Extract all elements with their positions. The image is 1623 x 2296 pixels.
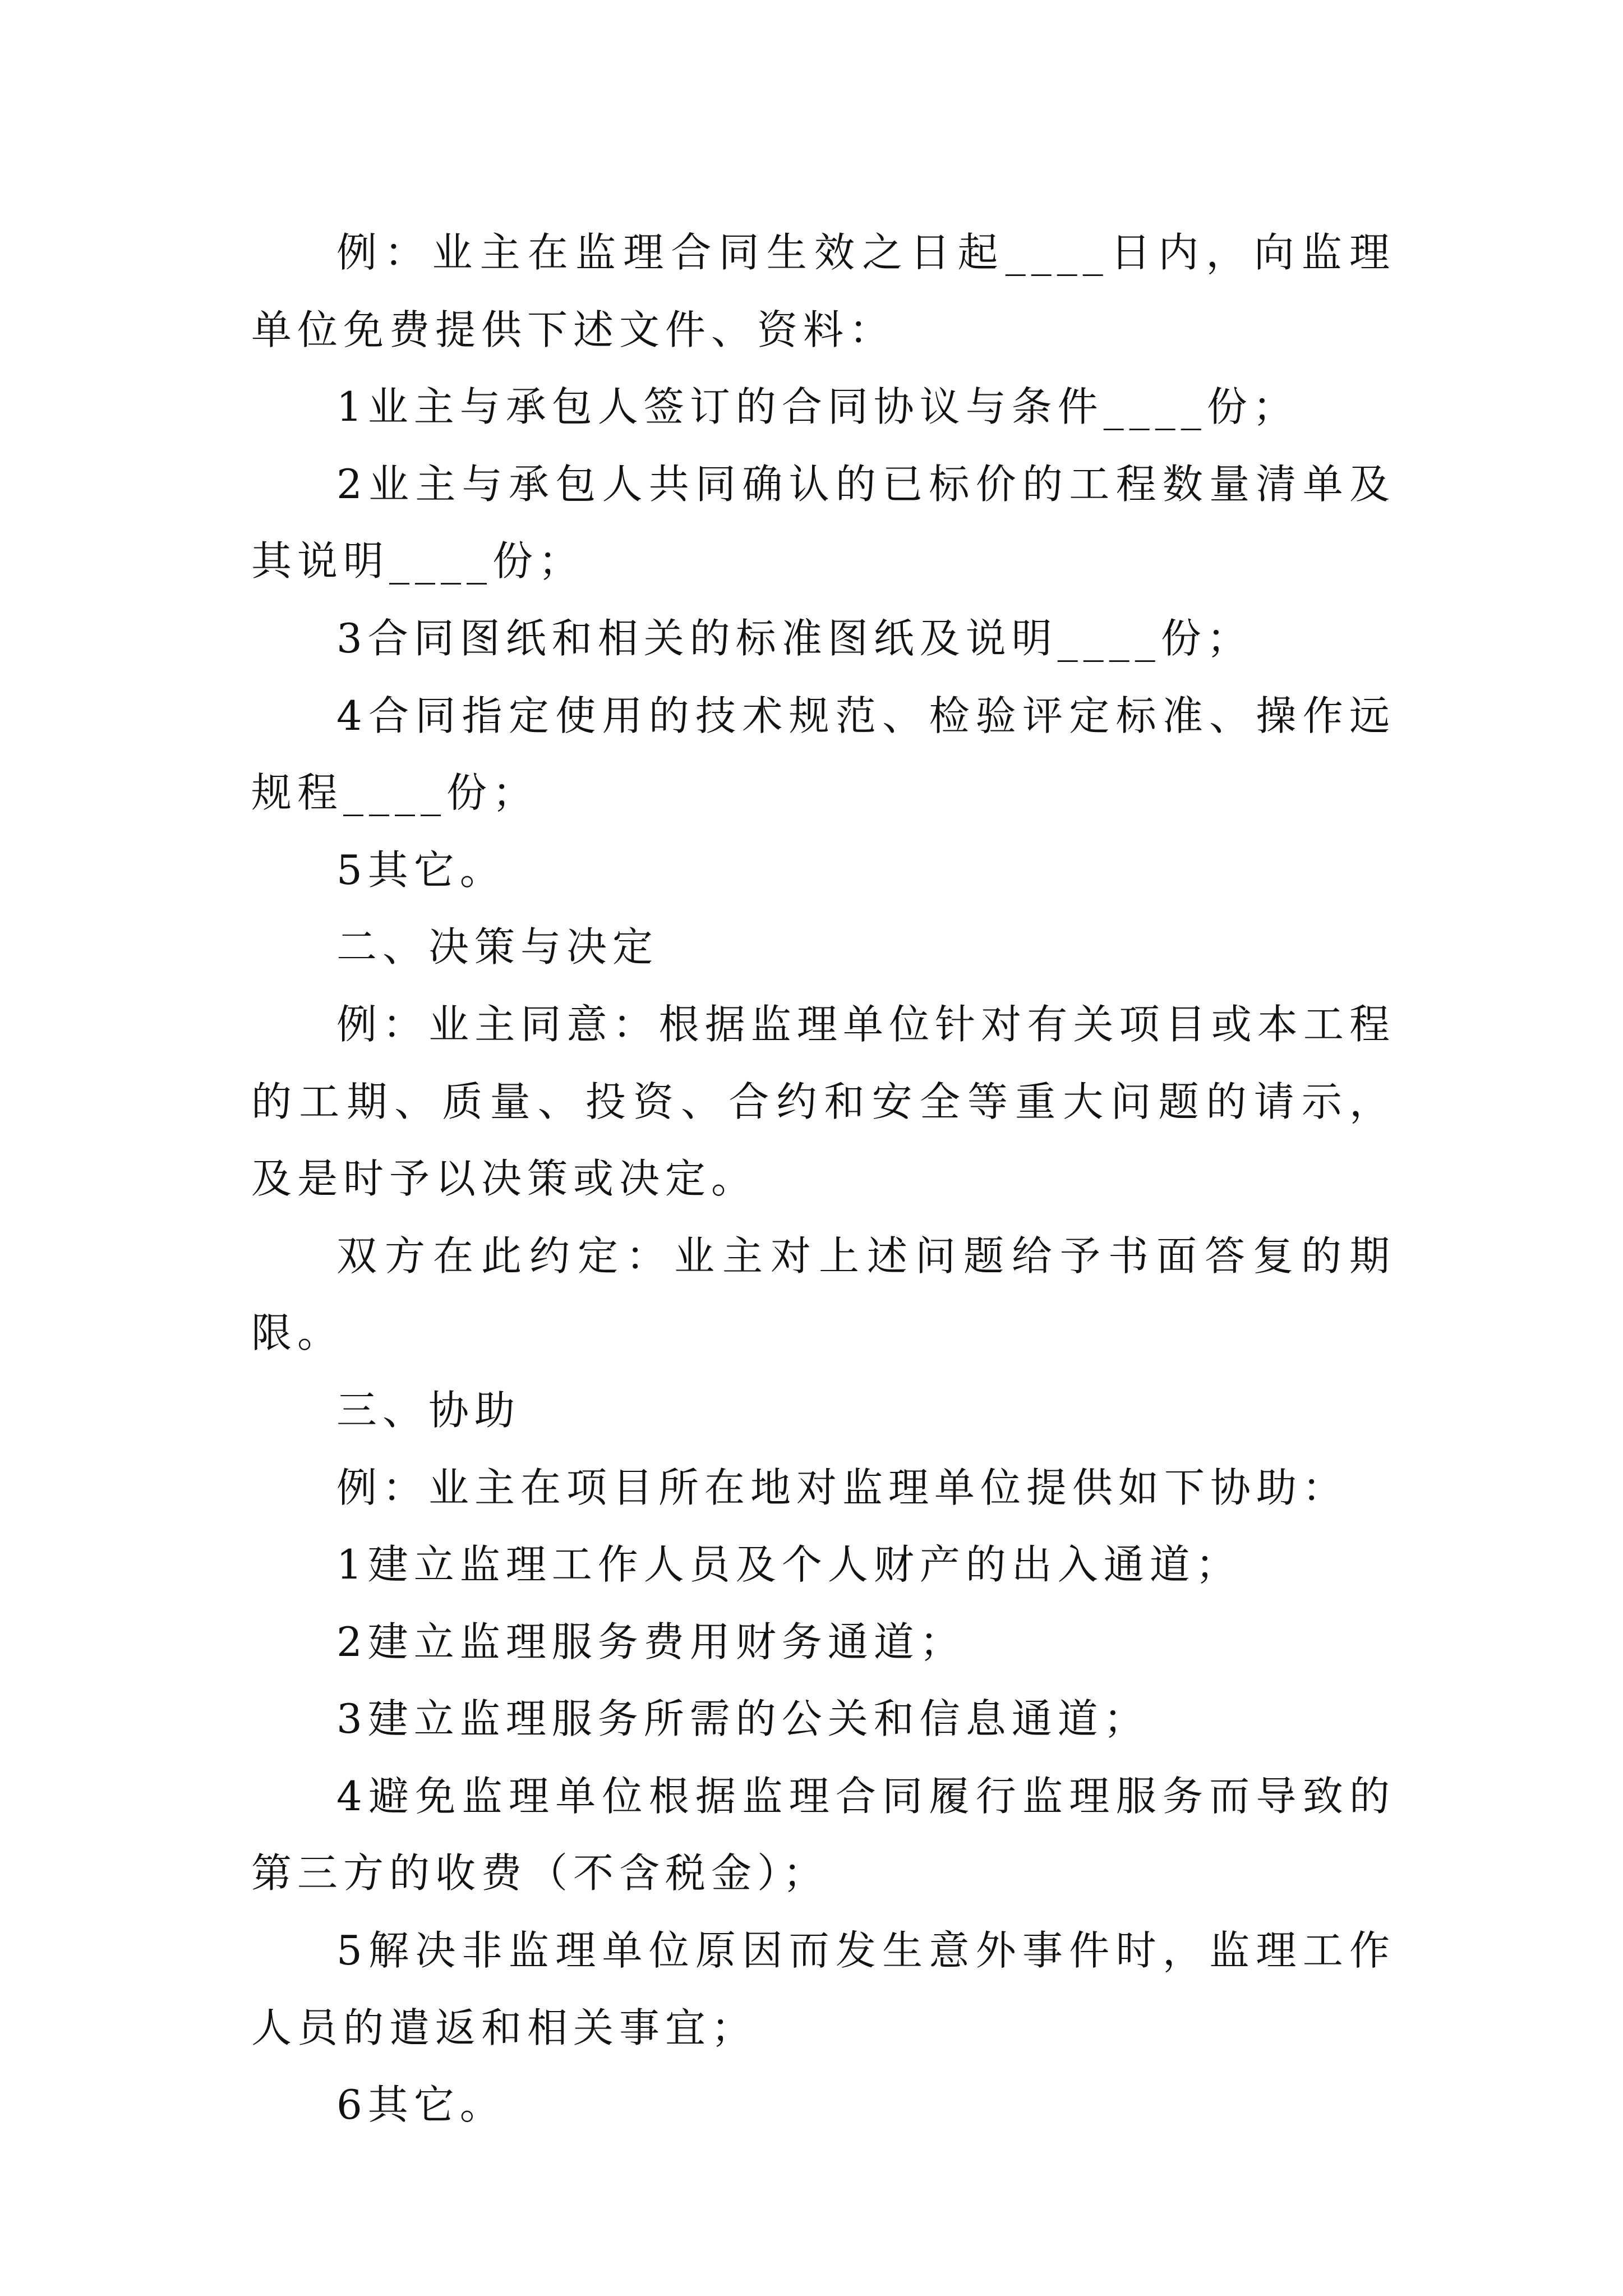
list-item-finance-channel: 2建立监理服务费用财务通道； [336,1618,966,1665]
list-item-contract-drawings: 3合同图纸和相关的标准图纸及说明____份； [336,614,1253,662]
list-item-contract-agreement: 1业主与承包人签订的合同协议与条件____份； [336,383,1299,431]
section-heading-assistance: 三、协助 [336,1386,521,1434]
list-item-information-channel: 3建立监理服务所需的公关和信息通道； [336,1695,1150,1743]
list-item-other-1: 5其它。 [336,846,506,894]
document-body [251,214,1395,2144]
paragraph-reply-deadline: 双方在此约定：业主对上述问题给予书面答复的期限。 [251,1232,1395,1357]
list-item-accident-repatriation: 5解决非监理单位原因而发生意外事件时，监理工作人员的遣返和相关事宜； [251,1927,1395,2051]
list-item-third-party-fees: 4避免监理单位根据监理合同履行监理服务而导致的第三方的收费（不含税金）； [251,1772,1395,1897]
list-item-quantity-list: 2业主与承包人共同确认的已标价的工程数量清单及其说明____份； [251,460,1395,585]
paragraph-owner-assistance: 例：业主在项目所在地对监理单位提供如下协助： [336,1464,1349,1511]
list-item-access-channel: 1建立监理工作人员及个人财产的出入通道； [336,1541,1242,1589]
list-item-other-2: 6其它。 [336,2081,506,2129]
paragraph-owner-provide-documents: 例：业主在监理合同生效之日起____日内，向监理单位免费提供下述文件、资料： [251,229,1395,353]
list-item-technical-specifications: 4合同指定使用的技术规范、检验评定标准、操作远规程____份； [251,692,1395,817]
paragraph-owner-agrees: 例：业主同意：根据监理单位针对有关项目或本工程的工期、质量、投资、合约和安全等重大问题的请示，及是时予以决策或决定。 [251,1000,1395,1203]
section-heading-decisions: 二、决策与决定 [336,923,659,971]
